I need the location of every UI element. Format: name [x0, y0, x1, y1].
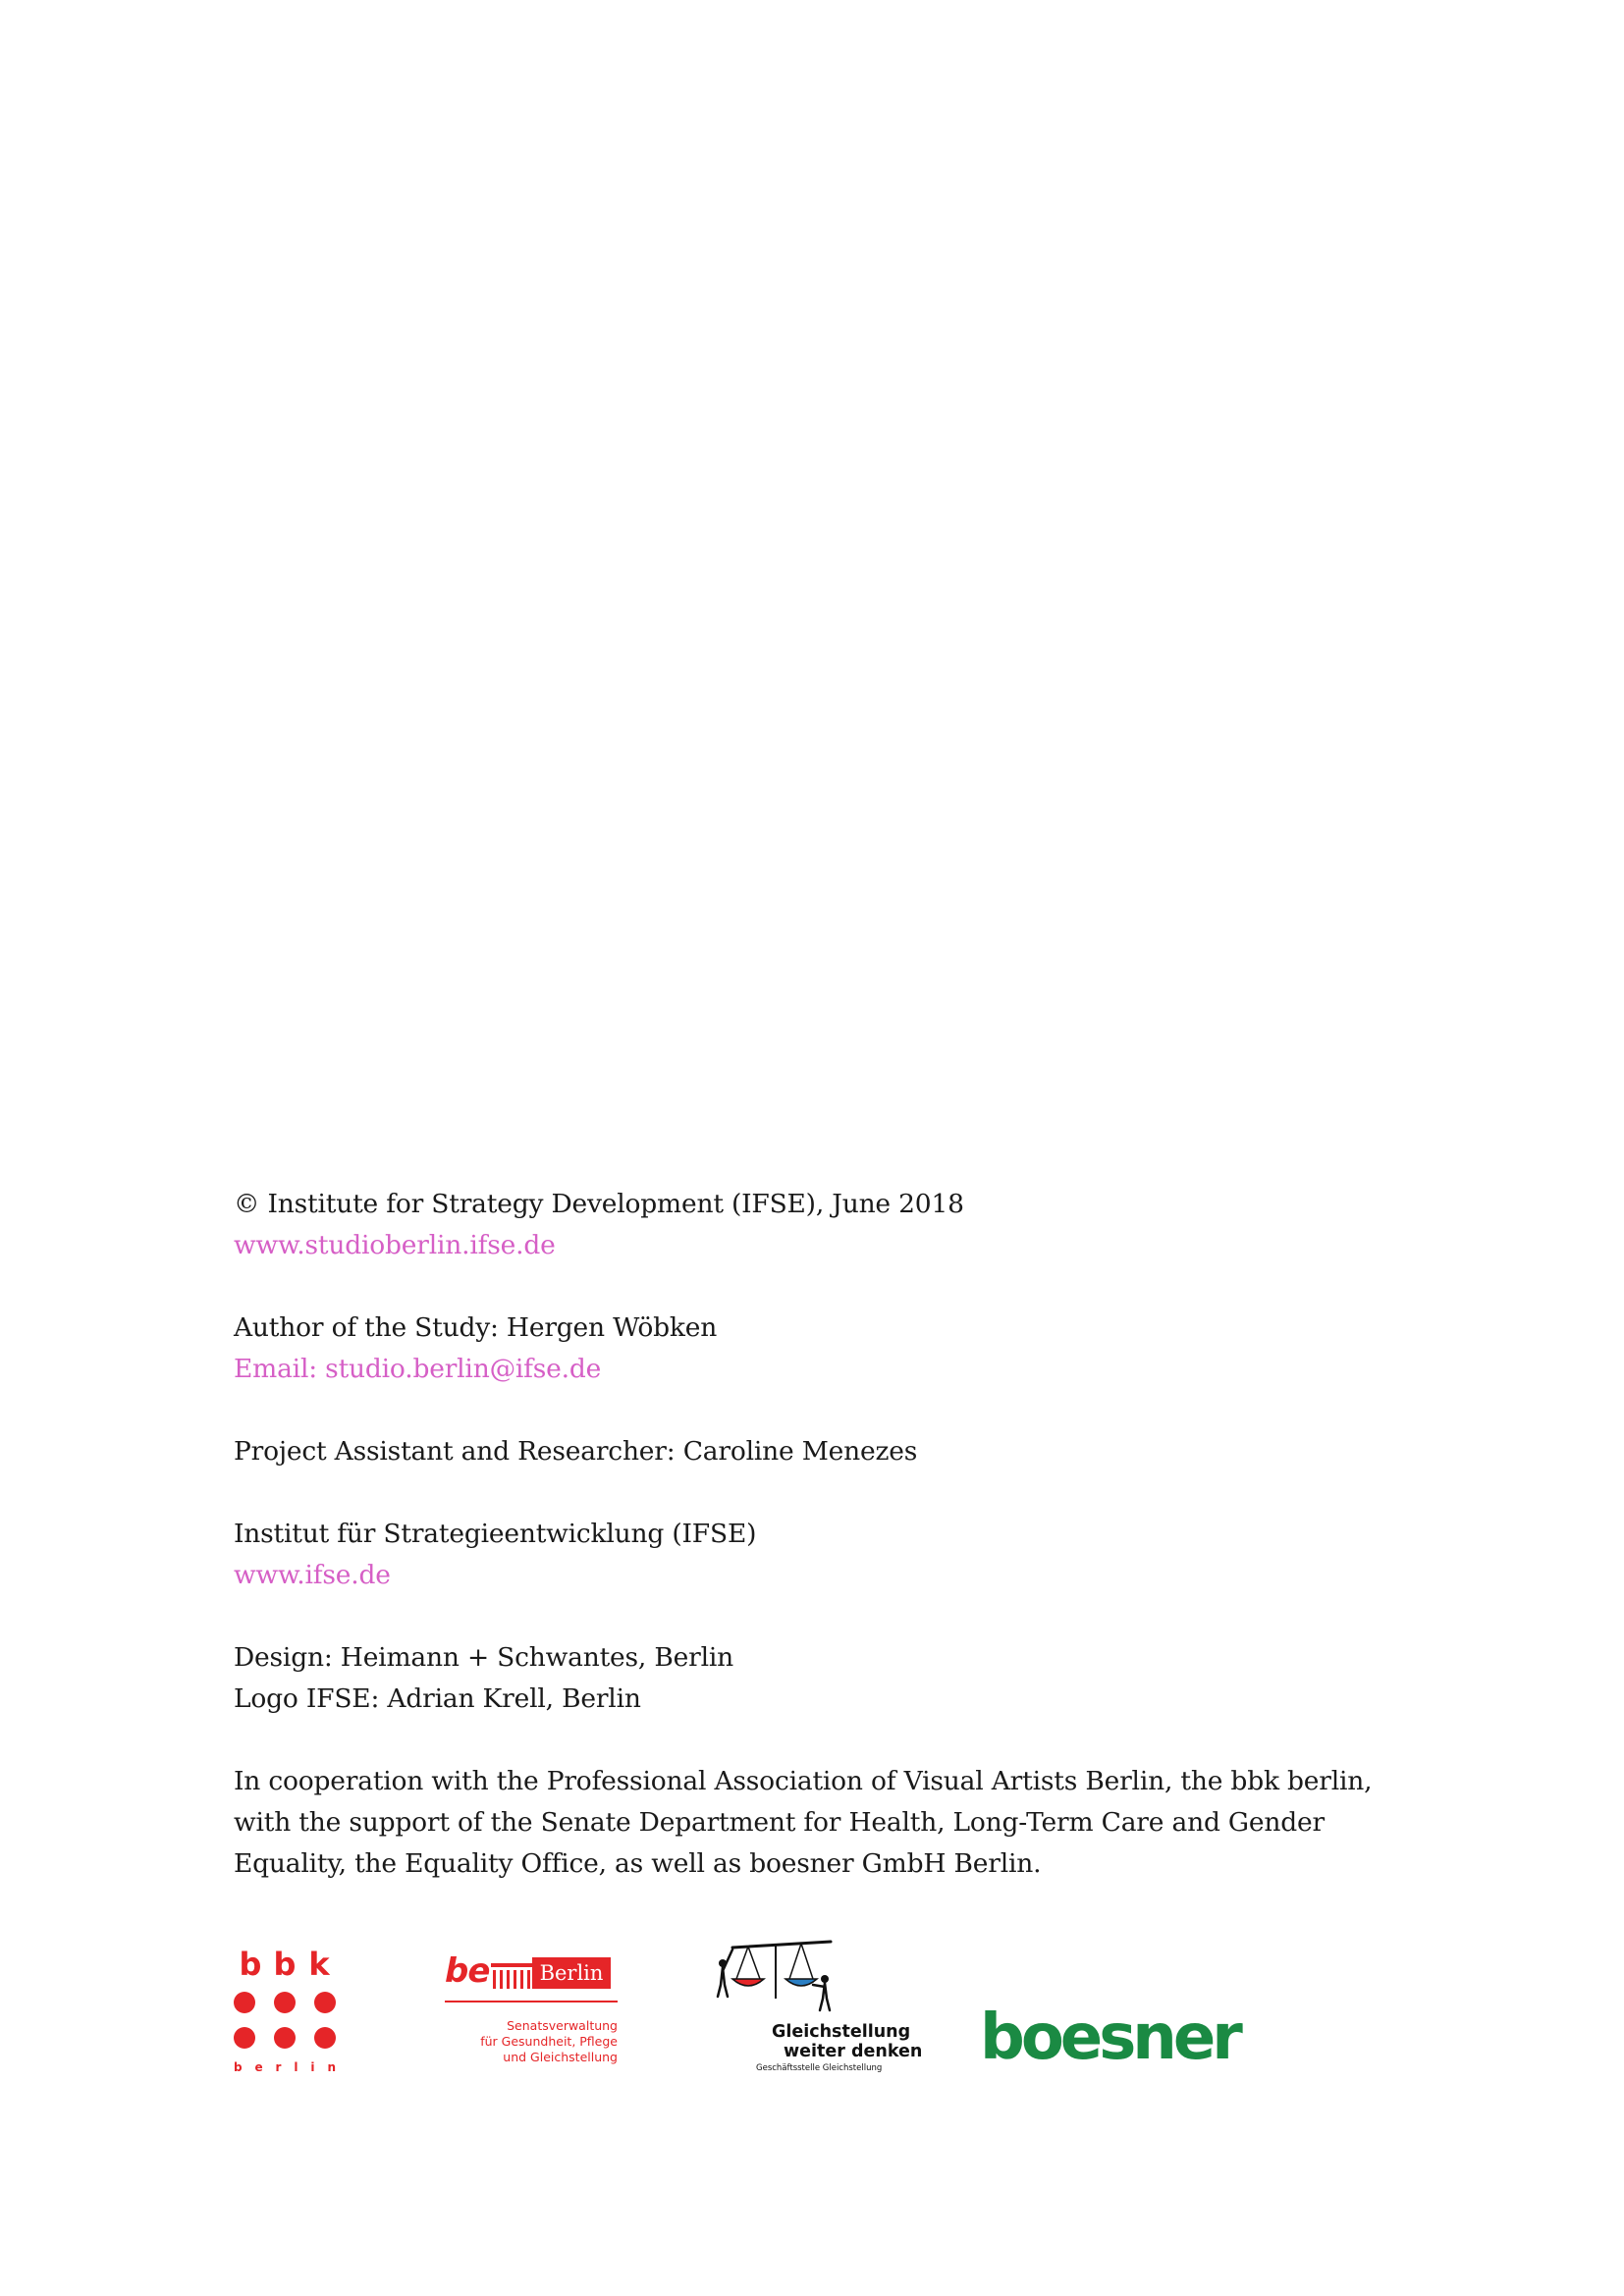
bbk-dot: [314, 1992, 336, 2013]
cooperation-line-3: Equality, the Equality Office, as well as boesner GmbH Berlin.: [234, 1848, 1042, 1879]
bbk-dot: [274, 2027, 296, 2049]
senate-be-mark: be: [445, 1951, 490, 1991]
copyright-line: © Institute for Strategy Development (IFSE), June 2018: [234, 1189, 964, 1219]
gleichstellung-subtitle: weiter denken: [784, 2042, 923, 2061]
gleichstellung-office: Geschäftsstelle Gleichstellung: [756, 2063, 883, 2073]
bbk-sub-letter: n: [327, 2060, 336, 2074]
bbk-sub-letter: r: [275, 2060, 282, 2074]
spacer: [234, 1472, 1314, 1514]
senate-text-line: für Gesundheit, Pflege: [480, 2034, 618, 2049]
design-credit: Design: Heimann + Schwantes, Berlin: [234, 1642, 733, 1673]
boesner-logo: boesner: [980, 2002, 1239, 2074]
author-line: Author of the Study: Hergen Wöbken: [234, 1312, 718, 1343]
bbk-letter: b: [239, 1946, 262, 1983]
imprint-block: [234, 1184, 1373, 1885]
bbk-sub-letter: l: [294, 2060, 298, 2074]
bbk-sub-letter: e: [254, 2060, 263, 2074]
bbk-sub-letter: i: [310, 2060, 315, 2074]
brandenburg-gate-icon: [491, 1963, 532, 1989]
senate-department-text: [480, 2018, 618, 2065]
spacer: [234, 1720, 1314, 1761]
cooperation-line-1: In cooperation with the Professional Association of Visual Artists Berlin, the bbk berlin,: [234, 1766, 1373, 1796]
email-link[interactable]: Email: studio.berlin@ifse.de: [234, 1354, 602, 1384]
senate-text-line: und Gleichstellung: [503, 2050, 618, 2064]
gleichstellung-title: Gleichstellung: [772, 2022, 911, 2042]
senate-text-line: Senatsverwaltung: [507, 2018, 618, 2033]
senate-berlin-logo: [442, 1953, 623, 2076]
bbk-dot: [274, 1992, 296, 2013]
spacer: [234, 1596, 1314, 1637]
bbk-berlin-logo: [234, 1946, 336, 2076]
bbk-dot: [314, 2027, 336, 2049]
bbk-letters: [234, 1946, 336, 1983]
bbk-dot-grid: [234, 1992, 336, 2049]
gleichstellung-logo: [715, 1940, 923, 2077]
institute-line: Institut für Strategieentwicklung (IFSE): [234, 1519, 757, 1549]
bbk-subtitle: [234, 2060, 336, 2074]
spacer: [234, 1390, 1314, 1431]
spacer: [234, 1266, 1314, 1308]
logo-credit: Logo IFSE: Adrian Krell, Berlin: [234, 1683, 641, 1714]
senate-divider: [445, 2001, 618, 2002]
bbk-dot: [234, 1992, 255, 2013]
bbk-letter: b: [273, 1946, 297, 1983]
cooperation-line-2: with the support of the Senate Department for Health, Long-Term Care and Gender: [234, 1807, 1325, 1838]
bbk-letter: k: [308, 1946, 330, 1983]
balance-scale-icon: [715, 1940, 852, 2018]
assistant-line: Project Assistant and Researcher: Caroline Menezes: [234, 1436, 918, 1467]
senate-berlin-box: Berlin: [532, 1957, 611, 1989]
study-website-link[interactable]: www.studioberlin.ifse.de: [234, 1230, 556, 1260]
bbk-dot: [234, 2027, 255, 2049]
bbk-sub-letter: b: [234, 2060, 243, 2074]
ifse-website-link[interactable]: www.ifse.de: [234, 1560, 391, 1590]
